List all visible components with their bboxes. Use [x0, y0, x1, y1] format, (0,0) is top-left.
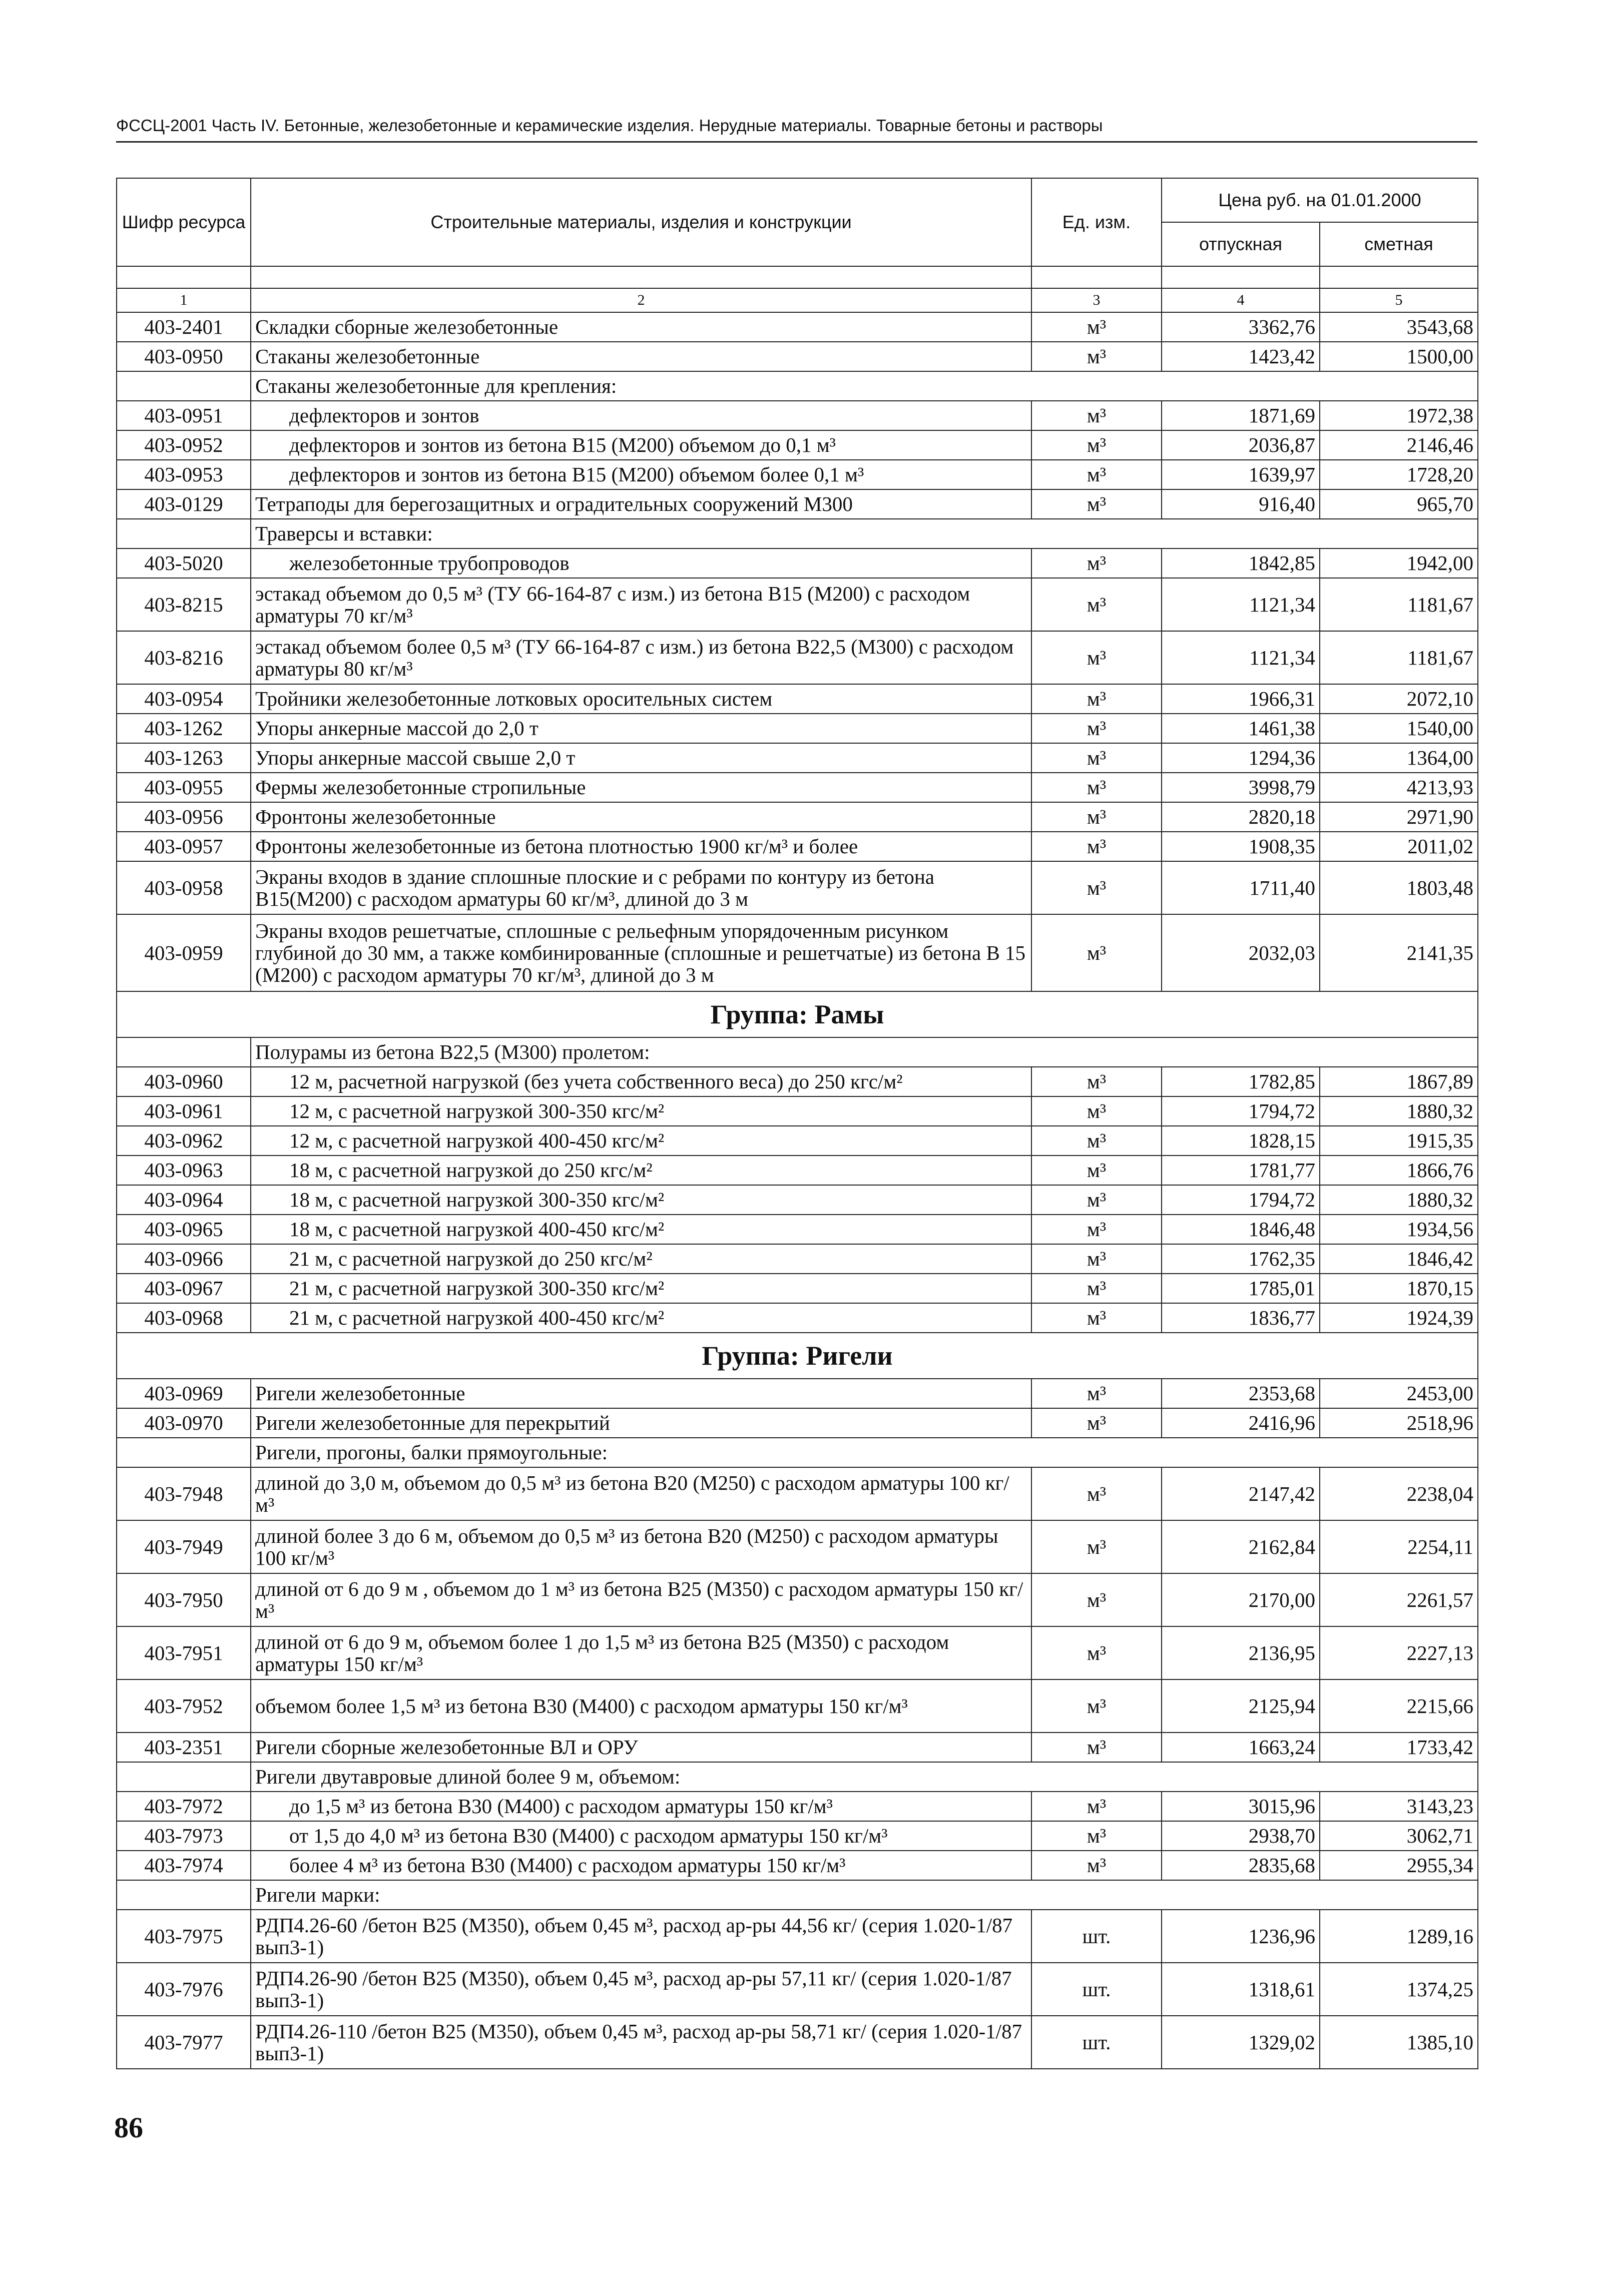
column-number: 5 [1320, 288, 1478, 312]
resource-code-cell [117, 519, 251, 548]
estimate-price: 1870,15 [1320, 1274, 1478, 1303]
unit-cell: м³ [1031, 1185, 1162, 1215]
resource-code: 403-0950 [117, 342, 251, 371]
unit-cell: м³ [1031, 1573, 1162, 1626]
table-row [117, 1626, 1478, 1679]
unit-cell: м³ [1031, 1792, 1162, 1821]
estimate-price: 1803,48 [1320, 861, 1478, 914]
material-name: объемом более 1,5 м³ из бетона В30 (М400) с расходом арматуры 150 кг/м³ [251, 1679, 1031, 1733]
unit-cell: м³ [1031, 401, 1162, 430]
material-name: 12 м, расчетной нагрузкой (без учета собственного веса) до 250 кгс/м² [251, 1067, 1031, 1096]
material-name: дефлекторов и зонтов из бетона В15 (М200) объемом более 0,1 м³ [251, 460, 1031, 489]
unit-cell: м³ [1031, 342, 1162, 371]
unit-cell: шт. [1031, 1963, 1162, 2016]
material-name: РДП4.26-60 /бетон В25 (М350), объем 0,45 м³, расход ар-ры 44,56 кг/ (серия 1.020-1/87 вып3-1) [251, 1910, 1031, 1963]
estimate-price: 965,70 [1320, 489, 1478, 519]
estimate-price: 1364,00 [1320, 743, 1478, 773]
estimate-price: 1934,56 [1320, 1215, 1478, 1244]
column-number: 4 [1162, 288, 1320, 312]
header-code: Шифр ресурса [117, 178, 251, 266]
group-heading-row [117, 991, 1478, 1037]
unit-cell: м³ [1031, 1126, 1162, 1156]
unit-cell: м³ [1031, 1096, 1162, 1126]
material-name: Фронтоны железобетонные [251, 802, 1031, 832]
table-row [117, 832, 1478, 861]
material-name: длиной до 3,0 м, объемом до 0,5 м³ из бетона В20 (М250) с расходом арматуры 100 кг/м³ [251, 1467, 1031, 1520]
group-heading: Группа: Рамы [117, 991, 1478, 1037]
resource-code: 403-2351 [117, 1733, 251, 1762]
subheading: Ригели марки: [251, 1880, 1478, 1910]
release-price: 1846,48 [1162, 1215, 1320, 1244]
page-number: 86 [114, 2111, 143, 2144]
estimate-price: 1866,76 [1320, 1156, 1478, 1185]
subheading-row [117, 1762, 1478, 1792]
estimate-price: 1181,67 [1320, 631, 1478, 684]
resource-code: 403-0962 [117, 1126, 251, 1156]
table-row [117, 489, 1478, 519]
resource-code: 403-0970 [117, 1408, 251, 1438]
table-row [117, 1520, 1478, 1573]
release-price: 1639,97 [1162, 460, 1320, 489]
resource-code: 403-0953 [117, 460, 251, 489]
table-row [117, 1573, 1478, 1626]
release-price: 2136,95 [1162, 1626, 1320, 1679]
table-row [117, 1156, 1478, 1185]
resource-code: 403-7973 [117, 1821, 251, 1851]
unit-cell: м³ [1031, 1303, 1162, 1333]
table-row [117, 460, 1478, 489]
estimate-price: 2141,35 [1320, 914, 1478, 991]
release-price: 3998,79 [1162, 773, 1320, 802]
subheading-row [117, 371, 1478, 401]
material-name: Тройники железобетонные лотковых оросительных систем [251, 684, 1031, 714]
estimate-price: 2238,04 [1320, 1467, 1478, 1520]
unit-cell: м³ [1031, 861, 1162, 914]
unit-cell: шт. [1031, 1910, 1162, 1963]
material-name: эстакад объемом более 0,5 м³ (ТУ 66-164-87 с изм.) из бетона В22,5 (М300) с расходом арматуры 80 кг/м³ [251, 631, 1031, 684]
resource-code: 403-0963 [117, 1156, 251, 1185]
resource-code-cell [117, 1037, 251, 1067]
subheading-row [117, 1438, 1478, 1467]
release-price: 3015,96 [1162, 1792, 1320, 1821]
unit-cell: м³ [1031, 312, 1162, 342]
unit-cell: м³ [1031, 832, 1162, 861]
estimate-price: 3143,23 [1320, 1792, 1478, 1821]
release-price: 1423,42 [1162, 342, 1320, 371]
material-name: 21 м, с расчетной нагрузкой до 250 кгс/м² [251, 1244, 1031, 1274]
header-price-group: Цена руб. на 01.01.2000 [1162, 178, 1478, 222]
header-estimate-price: сметная [1320, 222, 1478, 266]
release-price: 1236,96 [1162, 1910, 1320, 1963]
resource-code: 403-7948 [117, 1467, 251, 1520]
resource-code: 403-8215 [117, 578, 251, 631]
table-row [117, 1821, 1478, 1851]
estimate-price: 1880,32 [1320, 1185, 1478, 1215]
material-name: Экраны входов решетчатые, сплошные с рельефным упорядоченным рисунком глубиной до 30 мм, а также комбинированные (сплошные и решетчатые) из бетона В 15 (М200) с расходом арматуры 70 кг/м³, длиной до 3 м [251, 914, 1031, 991]
estimate-price: 1385,10 [1320, 2016, 1478, 2069]
table-row [117, 1185, 1478, 1215]
release-price: 2125,94 [1162, 1679, 1320, 1733]
unit-cell: м³ [1031, 743, 1162, 773]
table-row [117, 773, 1478, 802]
estimate-price: 3062,71 [1320, 1821, 1478, 1851]
header-unit: Ед. изм. [1031, 178, 1162, 266]
table-row [117, 861, 1478, 914]
material-name: Складки сборные железобетонные [251, 312, 1031, 342]
release-price: 2835,68 [1162, 1851, 1320, 1880]
resource-code: 403-0969 [117, 1379, 251, 1408]
subheading: Стаканы железобетонные для крепления: [251, 371, 1478, 401]
estimate-price: 2261,57 [1320, 1573, 1478, 1626]
release-price: 1121,34 [1162, 578, 1320, 631]
material-name: РДП4.26-90 /бетон В25 (М350), объем 0,45 м³, расход ар-ры 57,11 кг/ (серия 1.020-1/87 вып3-1) [251, 1963, 1031, 2016]
estimate-price: 1942,00 [1320, 548, 1478, 578]
table-row [117, 914, 1478, 991]
table-row [117, 401, 1478, 430]
table-row [117, 1733, 1478, 1762]
resource-code: 403-0960 [117, 1067, 251, 1096]
estimate-price: 2453,00 [1320, 1379, 1478, 1408]
unit-cell: м³ [1031, 1274, 1162, 1303]
resource-code: 403-5020 [117, 548, 251, 578]
unit-cell: м³ [1031, 1821, 1162, 1851]
estimate-price: 1374,25 [1320, 1963, 1478, 2016]
release-price: 916,40 [1162, 489, 1320, 519]
material-name: длиной более 3 до 6 м, объемом до 0,5 м³ из бетона В20 (М250) с расходом арматуры 100 кг/м³ [251, 1520, 1031, 1573]
unit-cell: м³ [1031, 631, 1162, 684]
estimate-price: 2518,96 [1320, 1408, 1478, 1438]
table-row [117, 1215, 1478, 1244]
subheading: Траверсы и вставки: [251, 519, 1478, 548]
resource-code: 403-7977 [117, 2016, 251, 2069]
material-name: эстакад объемом до 0,5 м³ (ТУ 66-164-87 с изм.) из бетона В15 (М200) с расходом арматуры 70 кг/м³ [251, 578, 1031, 631]
subheading: Ригели двутавровые длиной более 9 м, объемом: [251, 1762, 1478, 1792]
table-row [117, 548, 1478, 578]
release-price: 2147,42 [1162, 1467, 1320, 1520]
material-name: 12 м, с расчетной нагрузкой 300-350 кгс/м² [251, 1096, 1031, 1126]
estimate-price: 2215,66 [1320, 1679, 1478, 1733]
material-name: до 1,5 м³ из бетона В30 (М400) с расходом арматуры 150 кг/м³ [251, 1792, 1031, 1821]
material-name: 18 м, с расчетной нагрузкой до 250 кгс/м² [251, 1156, 1031, 1185]
estimate-price: 1728,20 [1320, 460, 1478, 489]
unit-cell: м³ [1031, 773, 1162, 802]
table-row [117, 312, 1478, 342]
release-price: 1785,01 [1162, 1274, 1320, 1303]
resource-code: 403-7976 [117, 1963, 251, 2016]
release-price: 1329,02 [1162, 2016, 1320, 2069]
resource-code: 403-7949 [117, 1520, 251, 1573]
material-name: Ригели сборные железобетонные ВЛ и ОРУ [251, 1733, 1031, 1762]
release-price: 1908,35 [1162, 832, 1320, 861]
resource-code-cell [117, 1438, 251, 1467]
estimate-price: 1733,42 [1320, 1733, 1478, 1762]
material-name: от 1,5 до 4,0 м³ из бетона В30 (М400) с расходом арматуры 150 кг/м³ [251, 1821, 1031, 1851]
resource-code: 403-0961 [117, 1096, 251, 1126]
group-heading: Группа: Ригели [117, 1333, 1478, 1379]
table-row [117, 743, 1478, 773]
estimate-price: 2227,13 [1320, 1626, 1478, 1679]
table-row [117, 1303, 1478, 1333]
table-row [117, 1067, 1478, 1096]
release-price: 1663,24 [1162, 1733, 1320, 1762]
unit-cell: м³ [1031, 1379, 1162, 1408]
resource-code: 403-7972 [117, 1792, 251, 1821]
estimate-price: 2011,02 [1320, 832, 1478, 861]
release-price: 1794,72 [1162, 1096, 1320, 1126]
estimate-price: 1867,89 [1320, 1067, 1478, 1096]
material-name: Упоры анкерные массой до 2,0 т [251, 714, 1031, 743]
resource-code: 403-0968 [117, 1303, 251, 1333]
release-price: 3362,76 [1162, 312, 1320, 342]
material-name: Ригели железобетонные для перекрытий [251, 1408, 1031, 1438]
material-name: Ригели железобетонные [251, 1379, 1031, 1408]
subheading-row [117, 1037, 1478, 1067]
table-row [117, 1851, 1478, 1880]
release-price: 1781,77 [1162, 1156, 1320, 1185]
unit-cell: м³ [1031, 548, 1162, 578]
estimate-price: 4213,93 [1320, 773, 1478, 802]
material-name: Фермы железобетонные стропильные [251, 773, 1031, 802]
table-row [117, 578, 1478, 631]
release-price: 1121,34 [1162, 631, 1320, 684]
table-row [117, 1274, 1478, 1303]
material-name: длиной от 6 до 9 м, объемом более 1 до 1,5 м³ из бетона В25 (М350) с расходом арматуры 150 кг/м³ [251, 1626, 1031, 1679]
release-price: 1842,85 [1162, 548, 1320, 578]
estimate-price: 1972,38 [1320, 401, 1478, 430]
unit-cell: шт. [1031, 2016, 1162, 2069]
table-row [117, 1679, 1478, 1733]
table-row [117, 631, 1478, 684]
release-price: 1294,36 [1162, 743, 1320, 773]
resource-code: 403-0952 [117, 430, 251, 460]
release-price: 1461,38 [1162, 714, 1320, 743]
release-price: 2416,96 [1162, 1408, 1320, 1438]
unit-cell: м³ [1031, 914, 1162, 991]
resource-code: 403-7950 [117, 1573, 251, 1626]
resource-code: 403-0129 [117, 489, 251, 519]
table-row [117, 430, 1478, 460]
table-row [117, 1467, 1478, 1520]
table-row [117, 1910, 1478, 1963]
table-row [117, 1096, 1478, 1126]
unit-cell: м³ [1031, 802, 1162, 832]
unit-cell: м³ [1031, 1215, 1162, 1244]
subheading-row [117, 1880, 1478, 1910]
subheading: Полурамы из бетона В22,5 (М300) пролетом: [251, 1037, 1478, 1067]
material-name: дефлекторов и зонтов из бетона В15 (М200) объемом до 0,1 м³ [251, 430, 1031, 460]
release-price: 1318,61 [1162, 1963, 1320, 2016]
release-price: 1711,40 [1162, 861, 1320, 914]
table-row [117, 1379, 1478, 1408]
release-price: 2353,68 [1162, 1379, 1320, 1408]
material-name: Фронтоны железобетонные из бетона плотностью 1900 кг/м³ и более [251, 832, 1031, 861]
estimate-price: 1540,00 [1320, 714, 1478, 743]
table-row [117, 714, 1478, 743]
material-name: Стаканы железобетонные [251, 342, 1031, 371]
header-name: Строительные материалы, изделия и конструкции [251, 178, 1031, 266]
release-price: 2162,84 [1162, 1520, 1320, 1573]
unit-cell: м³ [1031, 684, 1162, 714]
estimate-price: 2072,10 [1320, 684, 1478, 714]
unit-cell: м³ [1031, 1408, 1162, 1438]
subheading: Ригели, прогоны, балки прямоугольные: [251, 1438, 1478, 1467]
resource-code: 403-0954 [117, 684, 251, 714]
unit-cell: м³ [1031, 1626, 1162, 1679]
resource-code: 403-0958 [117, 861, 251, 914]
table-row [117, 1244, 1478, 1274]
material-name: 18 м, с расчетной нагрузкой 400-450 кгс/м² [251, 1215, 1031, 1244]
release-price: 2036,87 [1162, 430, 1320, 460]
resource-code: 403-0957 [117, 832, 251, 861]
unit-cell: м³ [1031, 460, 1162, 489]
table-row [117, 802, 1478, 832]
resource-code-cell [117, 1762, 251, 1792]
release-price: 1966,31 [1162, 684, 1320, 714]
resource-code: 403-0955 [117, 773, 251, 802]
release-price: 1794,72 [1162, 1185, 1320, 1215]
release-price: 2032,03 [1162, 914, 1320, 991]
subheading-row [117, 519, 1478, 548]
estimate-price: 1181,67 [1320, 578, 1478, 631]
release-price: 2820,18 [1162, 802, 1320, 832]
resource-code: 403-0967 [117, 1274, 251, 1303]
material-name: Экраны входов в здание сплошные плоские и с ребрами по контуру из бетона В15(М200) с расходом арматуры 60 кг/м³, длиной до 3 м [251, 861, 1031, 914]
release-price: 1871,69 [1162, 401, 1320, 430]
estimate-price: 1500,00 [1320, 342, 1478, 371]
material-name: 21 м, с расчетной нагрузкой 400-450 кгс/м² [251, 1303, 1031, 1333]
resource-code: 403-0964 [117, 1185, 251, 1215]
material-name: дефлекторов и зонтов [251, 401, 1031, 430]
resource-code: 403-7974 [117, 1851, 251, 1880]
column-number: 3 [1031, 288, 1162, 312]
unit-cell: м³ [1031, 489, 1162, 519]
resource-code-cell [117, 371, 251, 401]
table-body [117, 312, 1478, 2069]
resource-code: 403-8216 [117, 631, 251, 684]
resource-code: 403-7975 [117, 1910, 251, 1963]
material-name: Тетраподы для берегозащитных и оградительных сооружений М300 [251, 489, 1031, 519]
material-name: 18 м, с расчетной нагрузкой 300-350 кгс/м² [251, 1185, 1031, 1215]
unit-cell: м³ [1031, 1244, 1162, 1274]
release-price: 2170,00 [1162, 1573, 1320, 1626]
unit-cell: м³ [1031, 430, 1162, 460]
resource-code: 403-0956 [117, 802, 251, 832]
resource-code: 403-0959 [117, 914, 251, 991]
material-name: железобетонные трубопроводов [251, 548, 1031, 578]
page-header: ФССЦ-2001 Часть IV. Бетонные, железобетонные и керамические изделия. Нерудные материалы. Товарные бетоны и растворы [116, 116, 1477, 143]
estimate-price: 2955,34 [1320, 1851, 1478, 1880]
material-name: длиной от 6 до 9 м , объемом до 1 м³ из бетона В25 (М350) с расходом арматуры 150 кг/м³ [251, 1573, 1031, 1626]
material-name: Упоры анкерные массой свыше 2,0 т [251, 743, 1031, 773]
table-row [117, 2016, 1478, 2069]
table-row [117, 1792, 1478, 1821]
resource-code: 403-7951 [117, 1626, 251, 1679]
unit-cell: м³ [1031, 1733, 1162, 1762]
release-price: 1762,35 [1162, 1244, 1320, 1274]
materials-table [116, 178, 1478, 2069]
resource-code: 403-1262 [117, 714, 251, 743]
estimate-price: 1915,35 [1320, 1126, 1478, 1156]
release-price: 1828,15 [1162, 1126, 1320, 1156]
material-name: РДП4.26-110 /бетон В25 (М350), объем 0,45 м³, расход ар-ры 58,71 кг/ (серия 1.020-1/87 вып3-1) [251, 2016, 1031, 2069]
estimate-price: 1289,16 [1320, 1910, 1478, 1963]
resource-code: 403-7952 [117, 1679, 251, 1733]
estimate-price: 1880,32 [1320, 1096, 1478, 1126]
table-row [117, 1126, 1478, 1156]
material-name: 21 м, с расчетной нагрузкой 300-350 кгс/м² [251, 1274, 1031, 1303]
resource-code: 403-2401 [117, 312, 251, 342]
estimate-price: 1846,42 [1320, 1244, 1478, 1274]
table-row [117, 1963, 1478, 2016]
estimate-price: 2971,90 [1320, 802, 1478, 832]
unit-cell: м³ [1031, 714, 1162, 743]
unit-cell: м³ [1031, 1520, 1162, 1573]
resource-code: 403-0951 [117, 401, 251, 430]
resource-code-cell [117, 1880, 251, 1910]
estimate-price: 1924,39 [1320, 1303, 1478, 1333]
resource-code: 403-0966 [117, 1244, 251, 1274]
column-number: 1 [117, 288, 251, 312]
column-number: 2 [251, 288, 1031, 312]
resource-code: 403-1263 [117, 743, 251, 773]
unit-cell: м³ [1031, 1067, 1162, 1096]
unit-cell: м³ [1031, 1851, 1162, 1880]
resource-code: 403-0965 [117, 1215, 251, 1244]
unit-cell: м³ [1031, 1156, 1162, 1185]
estimate-price: 3543,68 [1320, 312, 1478, 342]
unit-cell: м³ [1031, 578, 1162, 631]
material-name: более 4 м³ из бетона В30 (М400) с расходом арматуры 150 кг/м³ [251, 1851, 1031, 1880]
table-row [117, 1408, 1478, 1438]
table-row [117, 342, 1478, 371]
group-heading-row [117, 1333, 1478, 1379]
estimate-price: 2146,46 [1320, 430, 1478, 460]
unit-cell: м³ [1031, 1467, 1162, 1520]
estimate-price: 2254,11 [1320, 1520, 1478, 1573]
header-release-price: отпускная [1162, 222, 1320, 266]
release-price: 1782,85 [1162, 1067, 1320, 1096]
material-name: 12 м, с расчетной нагрузкой 400-450 кгс/м² [251, 1126, 1031, 1156]
release-price: 1836,77 [1162, 1303, 1320, 1333]
unit-cell: м³ [1031, 1679, 1162, 1733]
release-price: 2938,70 [1162, 1821, 1320, 1851]
table-row [117, 684, 1478, 714]
